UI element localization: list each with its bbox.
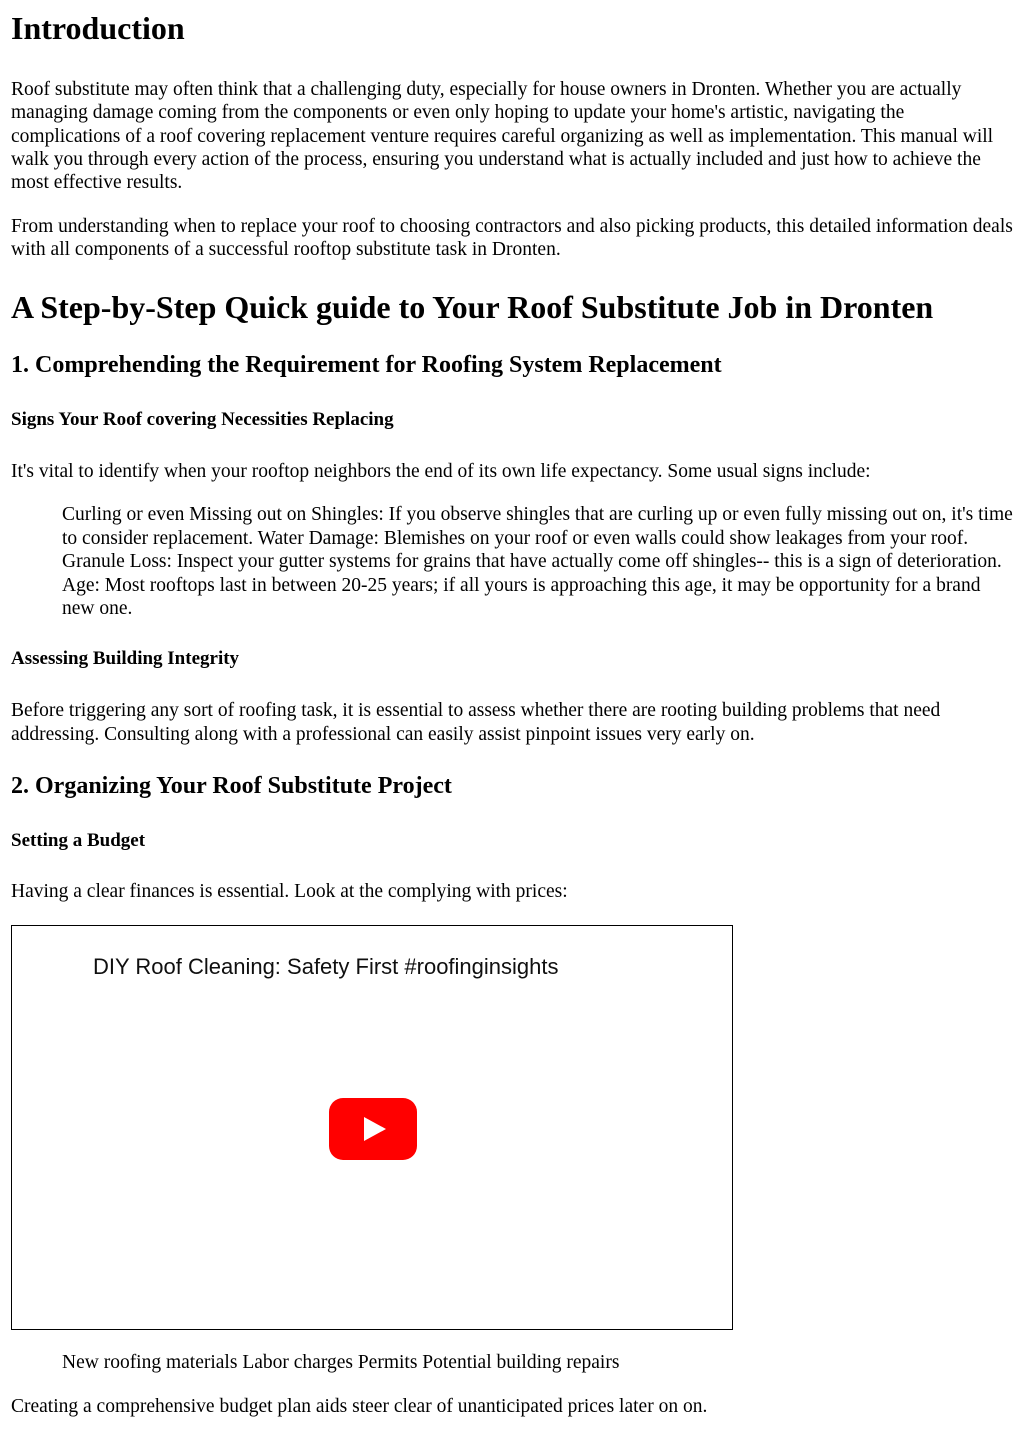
play-button-shape <box>329 1098 417 1160</box>
budget-intro: Having a clear finances is essential. Look at the complying with prices: <box>11 881 568 903</box>
intro-paragraph-1: Roof substitute may often think that a challenging duty, especially for house owners in Dronten. Whether you are actually managing damage coming from the components or even only hoping to update your home's artistic, navigating the complications of a roof covering replacement venture requires careful organizing as well as implementation. This manual will walk you through every action of the process, ensuring you understand what is actually included and just how to achieve the most effective results. <box>11 78 994 194</box>
signs-heading: Signs Your Roof covering Necessities Replacing <box>11 409 394 431</box>
assess-heading: Assessing Building Integrity <box>11 648 240 670</box>
video-title[interactable]: DIY Roof Cleaning: Safety First #roofinginsights <box>93 953 559 979</box>
embedded-video[interactable] <box>11 925 733 1330</box>
signs-list: Curling or even Missing out on Shingles: If you observe shingles that are curling up or even fully missing out on, it's time to consider replacement. Water Damage: Blemishes on your roof or even walls could show leakages from your roof. Granule Loss: Inspect your gutter systems for grains that have actually come off shingles-- this is a sign of deterioration. Age: Most rooftops last in between 20-25 years; if all yours is approaching this age, it may be opportunity for a brand new one. <box>62 504 1013 619</box>
signs-intro: It's vital to identify when your rooftop neighbors the end of its own life expectancy. Some usual signs include: <box>11 460 871 482</box>
guide-heading: A Step-by-Step Quick guide to Your Roof Substitute Job in Dronten <box>11 288 934 325</box>
budget-closing: Creating a comprehensive budget plan aids steer clear of unanticipated prices later on on. <box>11 1396 708 1418</box>
intro-paragraph-2: From understanding when to replace your roof to choosing contractors and also picking products, this detailed information deals with all components of a successful rooftop substitute task in Dronten. <box>11 215 1013 261</box>
budget-list: New roofing materials Labor charges Permits Potential building repairs <box>62 1351 620 1373</box>
section-1-heading: 1. Comprehending the Requirement for Roofing System Replacement <box>11 352 722 379</box>
youtube-play-icon[interactable] <box>329 1098 417 1160</box>
intro-heading: Introduction <box>11 10 185 46</box>
assess-paragraph: Before triggering any sort of roofing task, it is essential to assess whether there are rooting building problems that need addressing. Consulting along with a professional can easily assist pinpoint issues very early on. <box>11 700 941 745</box>
section-2-heading: 2. Organizing Your Roof Substitute Project <box>11 772 452 799</box>
budget-heading: Setting a Budget <box>11 829 146 851</box>
